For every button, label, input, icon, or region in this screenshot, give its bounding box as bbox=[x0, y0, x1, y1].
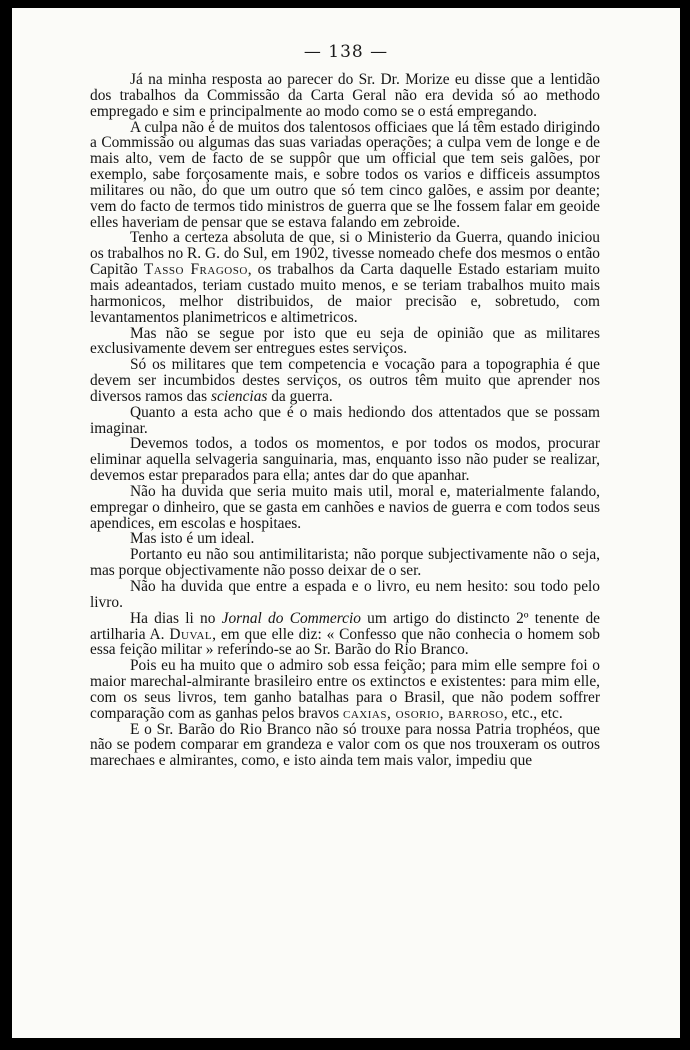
paragraph bbox=[90, 357, 600, 405]
text-run: , etc., etc. bbox=[503, 704, 563, 722]
text-run: Não ha duvida que seria muito mais util, moral e, materialmente falando, empregar o dinheiro, que se gasta em canhões e navios de guerra e com todos seus apendices, em escolas e hospitaes. bbox=[90, 482, 600, 532]
text-run: E o Sr. Barão do Rio Branco não só trouxe para nossa Patria trophéos, que não se podem comparar em grandeza e valor com os que nos trouxeram os outros marechaes e almirantes, como, e isto ainda tem mais valor, impediu que bbox=[90, 720, 600, 770]
text-run: Portanto eu não sou antimilitarista; não porque subjectivamente não o seja, mas porque objectivamente não posso deixar de o ser. bbox=[90, 546, 600, 580]
paragraph bbox=[90, 547, 600, 579]
paragraph bbox=[90, 326, 600, 358]
paragraph bbox=[90, 579, 600, 611]
text-run: Duval bbox=[169, 625, 213, 643]
text-run: , os trabalhos da Carta daquelle Estado estariam muito mais adeantados, teriam custado muito menos, e se teriam trabalhos muito mais harmonicos, melhor distribuidos, de maior precisão e, sobretudo, com levantamentos planimetricos e altimetricos. bbox=[90, 261, 600, 326]
paragraph bbox=[90, 405, 600, 437]
text-run: Quanto a esta acho que é o mais hediondo dos attentados que se possam imaginar. bbox=[90, 403, 600, 437]
paragraph bbox=[90, 436, 600, 484]
body-text bbox=[90, 72, 600, 769]
text-run: Não ha duvida que entre a espada e o livro, eu nem hesito: sou todo pelo livro. bbox=[90, 578, 600, 611]
paragraph bbox=[90, 531, 600, 547]
text-run: um artigo do distincto 2º tenente de artilharia A. bbox=[90, 609, 600, 643]
book-page bbox=[12, 8, 680, 1038]
paragraph bbox=[90, 230, 600, 325]
text-run: , em que elle diz: « Confesso que não conhecia o homem sob essa feição militar » referindo-se ao Sr. Barão do Rio Branco. bbox=[90, 625, 600, 659]
text-run: Mas não se segue por isto que eu seja de opinião que as militares exclusivamente devem ser entregues estes serviços. bbox=[90, 324, 600, 358]
paragraph bbox=[90, 658, 600, 721]
paragraph bbox=[90, 484, 600, 532]
text-run: Já na minha resposta ao parecer do Sr. Dr. Morize eu disse que a lentidão dos trabalhos da Commissão da Carta Geral não era devida só ao methodo empregado e sim e principalmente ao modo como se o está empregando. bbox=[90, 71, 600, 120]
text-run: A culpa não é de muitos dos talentosos officiaes que lá têm estado dirigindo a Commissão ou algumas das suas variadas operações; a culpa vem de longe e de mais alto, vem de facto de se suppôr que um official que tem seis galões, por exemplo, sabe forçosamente mais, e sobre todos os varios e difficeis assumptos militares ou não, do que um outro que só tem cinco galões, e assim por deante; vem do facto de termos tido ministros de guerra que se lhe fossem falar em geoide elles haveriam de pensar que se estava falando em zebroide. bbox=[90, 118, 600, 231]
text-run: Só os militares que tem competencia e vocação para a topographia é que devem ser incumbidos destes serviços, os outros têm muito que aprender nos diversos ramos das bbox=[90, 356, 600, 405]
paragraph bbox=[90, 120, 600, 231]
text-run: Devemos todos, a todos os momentos, e por todos os modos, procurar eliminar aquella selvageria sanguinaria, mas, enquanto isso não puder se realizar, devemos estar preparados para ella; antes dar do que apanhar. bbox=[90, 435, 600, 485]
text-run: Jornal do Commercio bbox=[221, 609, 361, 627]
text-run: Pois eu ha muito que o admiro sob essa feição; para mim elle sempre foi o maior marechal-almirante brasileiro entre os extinctos e existentes: para mim elle, com os seus livros, tem ganho batalhas para o Brasil, que não podem soffrer comparação com as ganhas pelos bravos bbox=[90, 657, 600, 722]
text-run: Mas isto é um ideal. bbox=[130, 530, 255, 548]
text-run: Tasso Fragoso bbox=[143, 261, 248, 279]
page-number: — 138 — bbox=[303, 42, 389, 62]
text-run: sciencias bbox=[210, 387, 268, 405]
paragraph bbox=[90, 722, 600, 770]
paragraph bbox=[90, 72, 600, 120]
text-run: Tenho a certeza absoluta de que, si o Ministerio da Guerra, quando iniciou os trabalhos no R. G. do Sul, em 1902, tivesse nomeado chefe dos mesmos o então Capitão bbox=[90, 229, 600, 279]
text-run: da guerra. bbox=[267, 387, 333, 405]
text-run: caxias, osorio, barroso bbox=[343, 704, 504, 722]
text-run: Ha dias li no bbox=[130, 609, 222, 627]
paragraph bbox=[90, 611, 600, 659]
